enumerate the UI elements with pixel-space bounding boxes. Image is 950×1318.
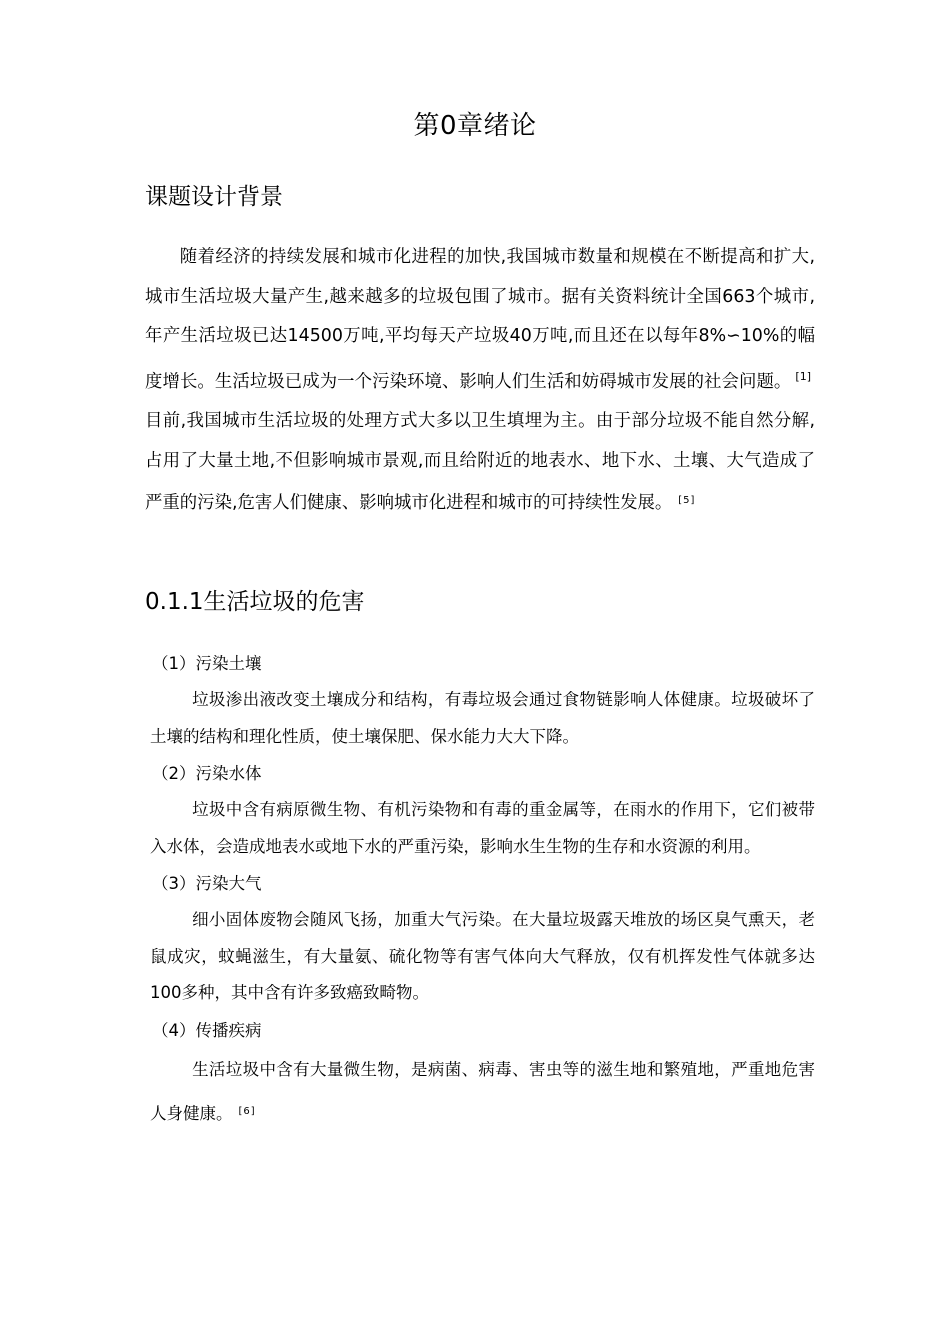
hazard-item-heading: （1）污染土壤 bbox=[152, 654, 262, 673]
paragraph-text-part2: 目前,我国城市生活垃圾的处理方式大多以卫生填埋为主。由于部分垃圾不能自然分解,占用了大量土地,不但影响城市景观,而且给附近的地表水、地下水、土壤、大气造成了严重的污染,危害人们健康、影响城市化进程和城市的可持续性发展。 bbox=[145, 411, 815, 513]
hazard-item-text: 垃圾中含有病原微生物、有机污染物和有毒的重金属等，在雨水的作用下，它们被带入水体，会造成地表水或地下水的严重污染，影响水生生物的生存和水资源的利用。 bbox=[150, 800, 815, 856]
hazard-item-text bbox=[150, 1049, 815, 1135]
hazard-item-text-body: 生活垃圾中含有大量微生物，是病菌、病毒、害虫等的滋生地和繁殖地，严重地危害人身健康。 bbox=[150, 1059, 815, 1123]
citation-reference: [5] bbox=[678, 495, 696, 506]
hazard-item bbox=[150, 865, 815, 1012]
paragraph-text-part1: 随着经济的持续发展和城市化进程的加快,我国城市数量和规模在不断提高和扩大,城市生活垃圾大量产生,越来越多的垃圾包围了城市。据有关资料统计全国663个城市,年产生活垃圾已达14500万吨,平均每天产垃圾40万吨,而且还在以每年8%∽10%的幅度增长。生活垃圾已成为一个污染环境、影响人们生活和妨碍城市发展的社会问题。 bbox=[145, 247, 815, 392]
background-paragraph bbox=[145, 238, 815, 524]
hazard-item-heading: （3）污染大气 bbox=[152, 874, 262, 893]
hazard-item bbox=[150, 645, 815, 755]
citation-reference: [1] bbox=[795, 369, 811, 383]
hazard-item-heading: （2）污染水体 bbox=[152, 764, 262, 783]
subsection-title: 0.1.1生活垃圾的危害 bbox=[145, 589, 365, 615]
citation-reference: [6] bbox=[238, 1105, 256, 1117]
section-title: 课题设计背景 bbox=[145, 184, 283, 210]
hazard-list bbox=[150, 645, 815, 1135]
hazard-item-heading: （4）传播疾病 bbox=[152, 1020, 262, 1040]
hazard-item-text: 垃圾渗出液改变土壤成分和结构，有毒垃圾会通过食物链影响人体健康。垃圾破坏了土壤的结构和理化性质，使土壤保肥、保水能力大大下降。 bbox=[150, 690, 815, 746]
chapter-title: 第0章绪论 bbox=[413, 111, 537, 141]
hazard-item bbox=[150, 755, 815, 865]
hazard-item-text: 细小固体废物会随风飞扬，加重大气污染。在大量垃圾露天堆放的场区臭气熏天，老鼠成灾，蚊蝇滋生，有大量氨、硫化物等有害气体向大气释放，仅有机挥发性气体就多达100多种，其中含有许多致癌致畸物。 bbox=[150, 910, 815, 1002]
hazard-item bbox=[150, 1012, 815, 1135]
